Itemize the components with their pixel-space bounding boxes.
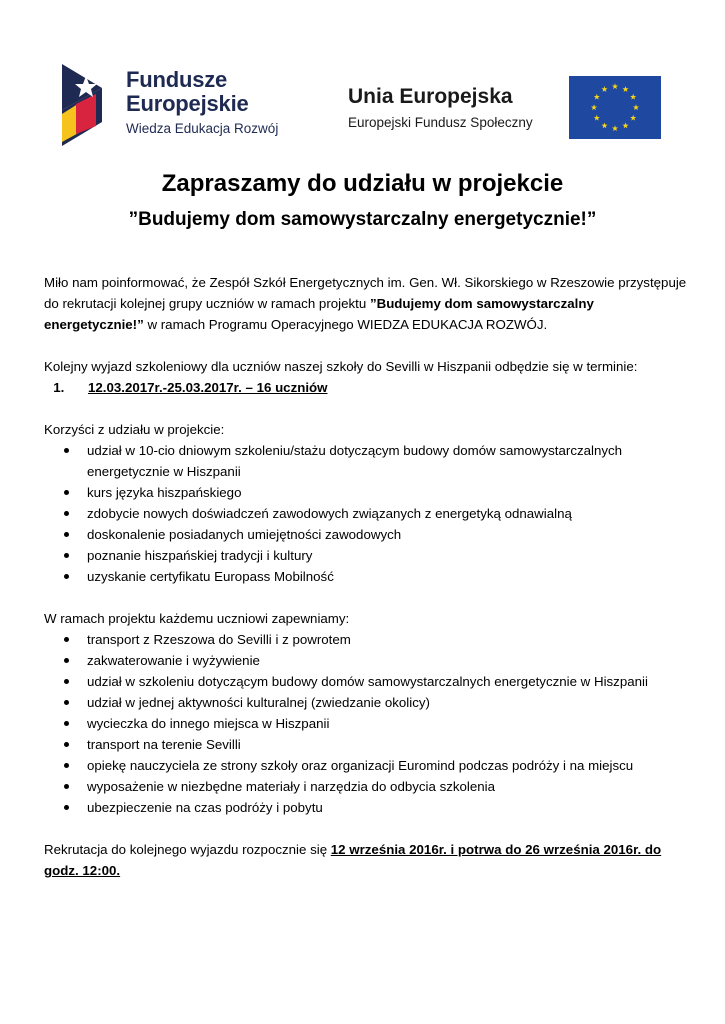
list-item: opiekę nauczyciela ze strony szkoły oraz organizacji Euromind podczas podróży i na miejscu	[44, 755, 689, 776]
document-body	[44, 272, 689, 881]
trip-dates-list	[44, 377, 689, 398]
fe-logo-line2: Europejskie	[126, 91, 249, 116]
list-item: udział w jednej aktywności kulturalnej (zwiedzanie okolicy)	[44, 692, 689, 713]
eu-flag-icon	[569, 76, 661, 139]
fe-star-icon	[62, 64, 114, 146]
trip-paragraph: Kolejny wyjazd szkoleniowy dla uczniów naszej szkoły do Sevilli w Hiszpanii odbędzie się w terminie:	[44, 359, 638, 374]
provided-list	[44, 629, 689, 818]
list-item: zakwaterowanie i wyżywienie	[44, 650, 689, 671]
fe-logo-line1: Fundusze	[126, 67, 228, 92]
eu-logo-text	[348, 85, 533, 130]
recruitment-dates: 12 września 2016r. i potrwa do 26 września 2016r. do godz. 12:00.	[44, 842, 662, 878]
page-title: Zapraszamy do udziału w projekcie	[161, 170, 564, 197]
list-item: wycieczka do innego miejsca w Hiszpanii	[44, 713, 689, 734]
trip-date-item	[68, 377, 689, 398]
list-item: wyposażenie w niezbędne materiały i narzędzia do odbycia szkolenia	[44, 776, 689, 797]
intro-text-b: w ramach Programu Operacyjnego WIEDZA EDUKACJA ROZWÓJ.	[143, 317, 548, 332]
list-item: transport z Rzeszowa do Sevilli i z powrotem	[44, 629, 689, 650]
list-item: udział w szkoleniu dotyczącym budowy domów samowystarczalnych energetycznie w Hiszpanii	[44, 671, 689, 692]
fundusze-europejskie-logo	[62, 58, 312, 150]
trip-date-text: 12.03.2017r.-25.03.2017r. – 16 uczniów	[88, 380, 328, 395]
list-item: zdobycie nowych doświadczeń zawodowych związanych z energetyką odnawialną	[44, 503, 689, 524]
list-item: uzyskanie certyfikatu Europass Mobilność	[44, 566, 689, 587]
recruitment-text: Rekrutacja do kolejnego wyjazdu rozpocznie się	[44, 842, 331, 857]
fe-logo-text	[126, 68, 278, 136]
list-item: ubezpieczenie na czas podróży i pobytu	[44, 797, 689, 818]
list-item: transport na terenie Sevilli	[44, 734, 689, 755]
list-item: kurs języka hiszpańskiego	[44, 482, 689, 503]
intro-text-a: Miło nam poinformować, że Zespół Szkół Energetycznych im. Gen. Wł. Sikorskiego w Rzeszowie przystępuje do rekrutacji kolejnej grupy uczniów w ramach projektu	[44, 275, 687, 311]
list-item: doskonalenie posiadanych umiejętności zawodowych	[44, 524, 689, 545]
list-item: udział w 10-cio dniowym szkoleniu/stażu dotyczącym budowy domów samowystarczalnych energetycznie w Hiszpanii	[44, 440, 689, 482]
fe-logo-line3: Wiedza Edukacja Rozwój	[126, 121, 279, 136]
eu-logo-subtitle: Europejski Fundusz Społeczny	[348, 115, 533, 130]
benefits-heading: Korzyści z udziału w projekcie:	[44, 422, 225, 437]
page-subtitle: ”Budujemy dom samowystarczalny energetycznie!”	[128, 209, 597, 230]
benefits-list	[44, 440, 689, 587]
eu-logo-title: Unia Europejska	[348, 85, 513, 108]
provided-heading: W ramach projektu każdemu uczniowi zapewniamy:	[44, 611, 350, 626]
list-item: poznanie hiszpańskiej tradycji i kultury	[44, 545, 689, 566]
intro-project-name: ”Budujemy dom samowystarczalny energetycznie!”	[44, 296, 594, 332]
intro-paragraph	[44, 272, 689, 335]
recruitment-paragraph	[44, 839, 689, 881]
